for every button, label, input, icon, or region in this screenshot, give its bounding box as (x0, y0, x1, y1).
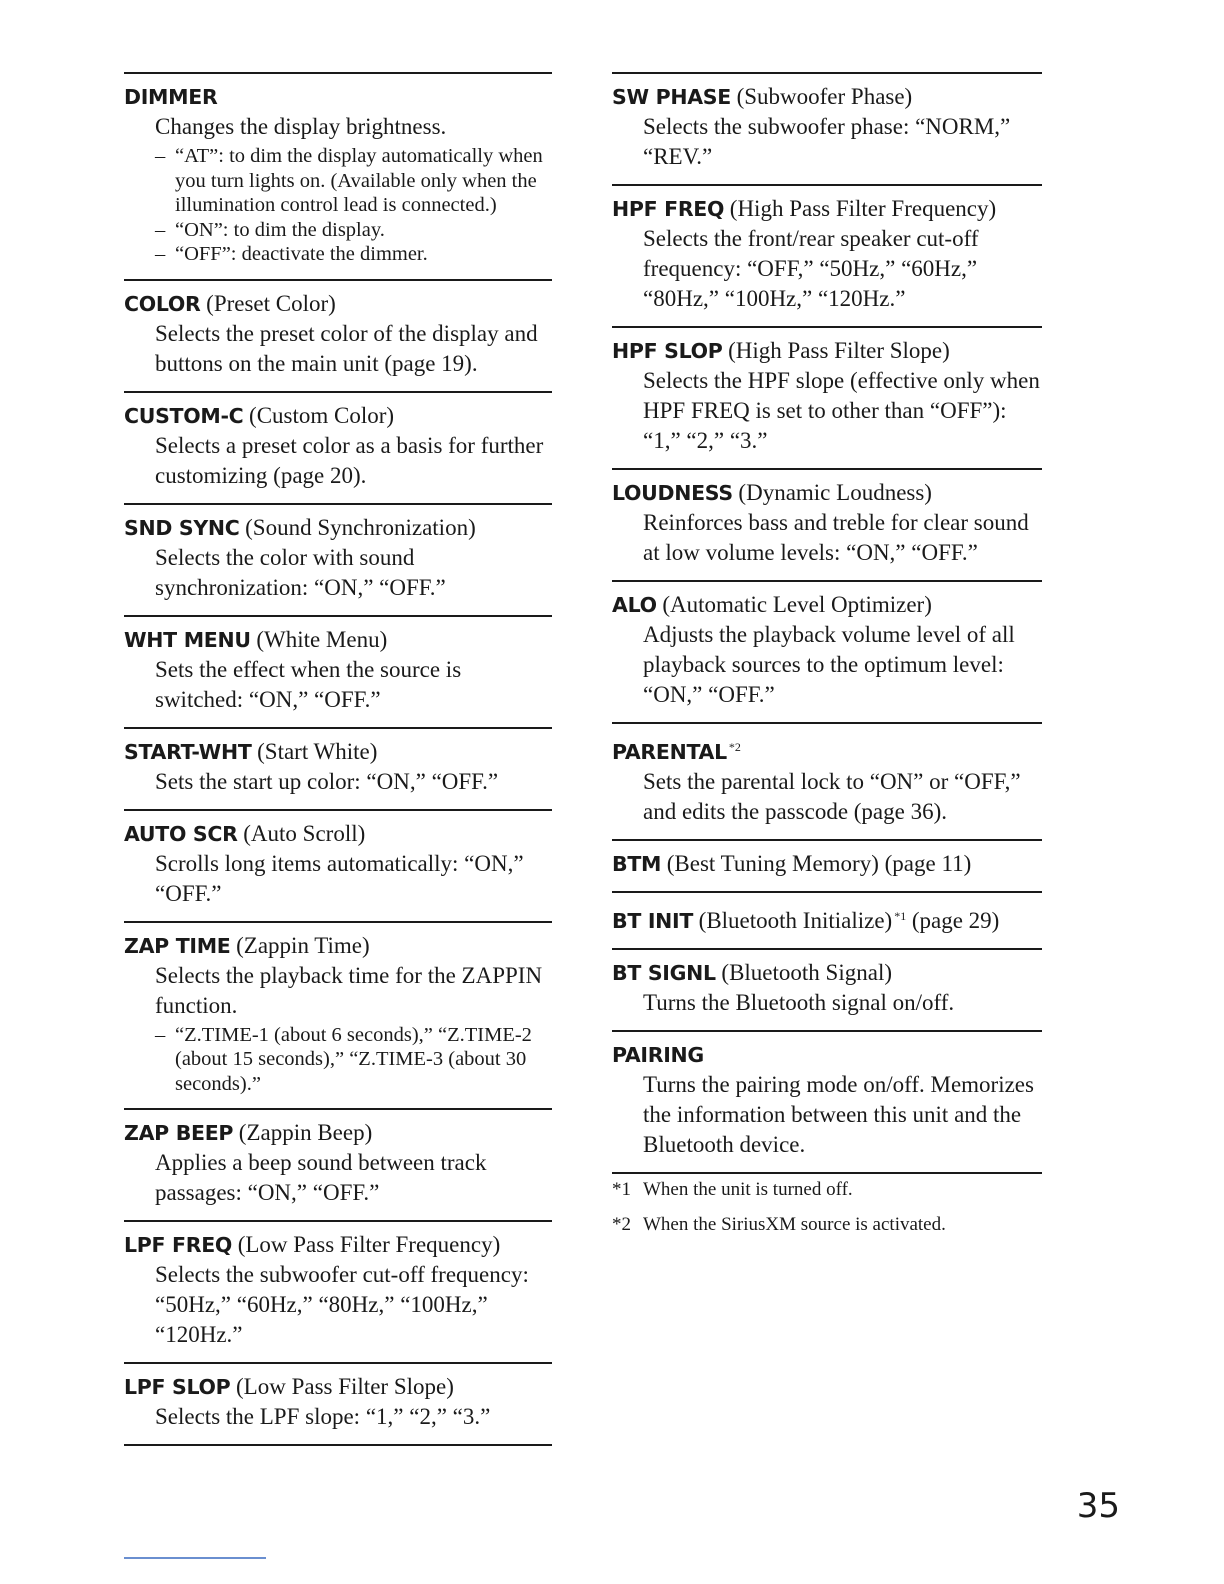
setting-term: ALO (612, 593, 657, 617)
option-list (155, 144, 552, 267)
setting-term: ZAP BEEP (124, 1121, 234, 1145)
setting-subtitle: (Zappin Time) (236, 932, 370, 958)
setting-subtitle: (Low Pass Filter Slope) (236, 1374, 454, 1399)
setting-heading (612, 1040, 1042, 1070)
setting-subtitle: (Zappin Beep) (238, 1120, 373, 1145)
setting-description: Sets the parental lock to “ON” or “OFF,” and edits the passcode (page 36). (643, 769, 1021, 824)
setting-subtitle: (Best Tuning Memory) (page 11) (666, 851, 972, 876)
footnotes (612, 1172, 1042, 1242)
setting-heading (612, 901, 1042, 936)
setting-subtitle: (Custom Color) (249, 402, 395, 428)
setting-subtitle: (High Pass Filter Frequency) (729, 196, 997, 221)
setting-term: HPF SLOP (612, 339, 723, 363)
option-item: – “Z.TIME-1 (about 6 seconds),” “Z.TIME-2 (about 15 seconds),” “Z.TIME-3 (about 30 seconds).” (155, 1023, 532, 1095)
footnote-mark: *2 (612, 1214, 631, 1235)
setting-term: LPF SLOP (124, 1375, 231, 1399)
setting-term: PARENTAL (612, 740, 727, 764)
setting-term: DIMMER (124, 85, 218, 109)
setting-term: SND SYNC (124, 515, 240, 540)
setting-subtitle: (Automatic Level Optimizer) (662, 592, 932, 617)
setting-term: AUTO SCR (124, 821, 238, 846)
setting-heading (124, 931, 552, 961)
setting-zap-time (124, 921, 552, 1109)
setting-description: Selects a preset color as a basis for further customizing (page 20). (155, 432, 544, 488)
setting-heading (124, 401, 552, 431)
setting-dimmer (124, 72, 552, 279)
setting-heading (124, 82, 552, 112)
setting-description: Adjusts the playback volume level of all playback sources to the optimum level: “ON,” “OFF.” (643, 622, 1015, 707)
setting-heading (612, 732, 1042, 767)
setting-term: START-WHT (124, 739, 252, 764)
setting-subtitle: (Low Pass Filter Frequency) (237, 1232, 501, 1257)
setting-heading (612, 194, 1042, 224)
setting-subtitle: (Bluetooth Signal) (721, 960, 892, 985)
setting-heading (124, 289, 552, 319)
setting-term: PAIRING (612, 1043, 704, 1067)
setting-description: Sets the start up color: “ON,” “OFF.” (155, 768, 499, 794)
setting-loudness (612, 468, 1042, 580)
setting-heading (124, 1118, 552, 1148)
setting-heading (124, 625, 552, 655)
setting-heading (124, 1230, 552, 1260)
setting-description: Selects the front/rear speaker cut-off frequency: “OFF,” “50Hz,” “60Hz,” “80Hz,” “100Hz,” “120Hz.” (643, 226, 979, 311)
setting-btm (612, 839, 1042, 891)
footnote (612, 1172, 1042, 1207)
option-item: – “OFF”: deactivate the dimmer. (155, 243, 428, 265)
setting-parental (612, 722, 1042, 839)
setting-pairing (612, 1030, 1042, 1174)
setting-description: Sets the effect when the source is switched: “ON,” “OFF.” (155, 656, 462, 712)
setting-description: Turns the Bluetooth signal on/off. (643, 990, 955, 1015)
setting-subtitle: (High Pass Filter Slope) (728, 338, 950, 363)
setting-subtitle: (Subwoofer Phase) (736, 84, 913, 109)
setting-term: WHT MENU (124, 627, 251, 652)
footnote-text: When the SiriusXM source is activated. (643, 1214, 946, 1235)
setting-term: LOUDNESS (612, 481, 733, 505)
setting-term: BT INIT (612, 909, 694, 933)
setting-description: Selects the playback time for the ZAPPIN function. (155, 962, 543, 1018)
setting-term: LPF FREQ (124, 1233, 233, 1257)
setting-description: Turns the pairing mode on/off. Memorizes the information between this unit and the Bluetooth device. (643, 1072, 1034, 1157)
setting-description: Selects the color with sound synchronization: “ON,” “OFF.” (155, 544, 446, 600)
setting-description: Changes the display brightness. (155, 114, 447, 139)
setting-term: COLOR (124, 291, 201, 316)
setting-heading (124, 1372, 552, 1402)
setting-custom-c (124, 391, 552, 503)
setting-wht-menu (124, 615, 552, 727)
setting-sw-phase (612, 72, 1042, 184)
setting-description: Selects the preset color of the display and buttons on the main unit (page 19). (155, 320, 538, 376)
setting-subtitle: (Auto Scroll) (243, 820, 366, 846)
footnote-text: When the unit is turned off. (643, 1179, 853, 1200)
setting-auto-scr (124, 809, 552, 921)
setting-term: ZAP TIME (124, 933, 231, 958)
setting-bt-init (612, 891, 1042, 948)
left-column (124, 72, 552, 1446)
setting-bt-signl (612, 948, 1042, 1030)
setting-description: Reinforces bass and treble for clear sound at low volume levels: “ON,” “OFF.” (643, 510, 1029, 565)
option-item: – “AT”: to dim the display automatically when you turn lights on. (Available only when the illumination control lead is connected.) (155, 145, 543, 216)
setting-lpf-freq (124, 1220, 552, 1362)
setting-description: Selects the HPF slope (effective only when HPF FREQ is set to other than “OFF”): “1,” “2,” “3.” (643, 368, 1040, 453)
setting-heading (612, 478, 1042, 508)
setting-subtitle: (Start White) (257, 738, 378, 764)
bottom-divider (124, 1557, 266, 1559)
setting-term: BT SIGNL (612, 961, 716, 985)
setting-description: Scrolls long items automatically: “ON,” “OFF.” (155, 850, 524, 906)
setting-description: Selects the LPF slope: “1,” “2,” “3.” (155, 1404, 491, 1429)
setting-start-wht (124, 727, 552, 809)
setting-heading (612, 336, 1042, 366)
setting-snd-sync (124, 503, 552, 615)
right-column (612, 72, 1042, 1174)
setting-subtitle: (Dynamic Loudness) (738, 480, 932, 505)
setting-heading (612, 590, 1042, 620)
footnote-ref: *1 (894, 909, 907, 923)
footnote-mark: *1 (612, 1179, 631, 1200)
page-number: 35 (1076, 1486, 1120, 1526)
setting-term: BTM (612, 852, 662, 876)
setting-heading (612, 82, 1042, 112)
footnote (612, 1207, 1042, 1242)
setting-page-ref: (page 29) (911, 908, 1000, 933)
setting-heading (612, 958, 1042, 988)
option-list (155, 1023, 552, 1097)
setting-subtitle: (Preset Color) (206, 290, 336, 316)
setting-lpf-slop (124, 1362, 552, 1446)
setting-description: Selects the subwoofer phase: “NORM,” “REV.” (643, 114, 1011, 169)
setting-hpf-freq (612, 184, 1042, 326)
setting-color (124, 279, 552, 391)
setting-subtitle: (Bluetooth Initialize) (698, 908, 893, 933)
setting-term: HPF FREQ (612, 197, 725, 221)
setting-hpf-slop (612, 326, 1042, 468)
setting-zap-beep (124, 1108, 552, 1220)
footnote-ref: *2 (728, 740, 741, 754)
option-item: – “ON”: to dim the display. (155, 218, 385, 241)
setting-description: Applies a beep sound between track passages: “ON,” “OFF.” (155, 1150, 487, 1205)
setting-term: CUSTOM-C (124, 403, 244, 428)
setting-subtitle: (Sound Synchronization) (245, 514, 476, 540)
setting-heading (124, 513, 552, 543)
setting-alo (612, 580, 1042, 722)
setting-term: SW PHASE (612, 85, 731, 109)
setting-description: Selects the subwoofer cut-off frequency: “50Hz,” “60Hz,” “80Hz,” “100Hz,” “120Hz.” (155, 1262, 529, 1347)
setting-heading (612, 849, 1042, 879)
setting-subtitle: (White Menu) (256, 626, 388, 652)
setting-heading (124, 737, 552, 767)
setting-heading (124, 819, 552, 849)
